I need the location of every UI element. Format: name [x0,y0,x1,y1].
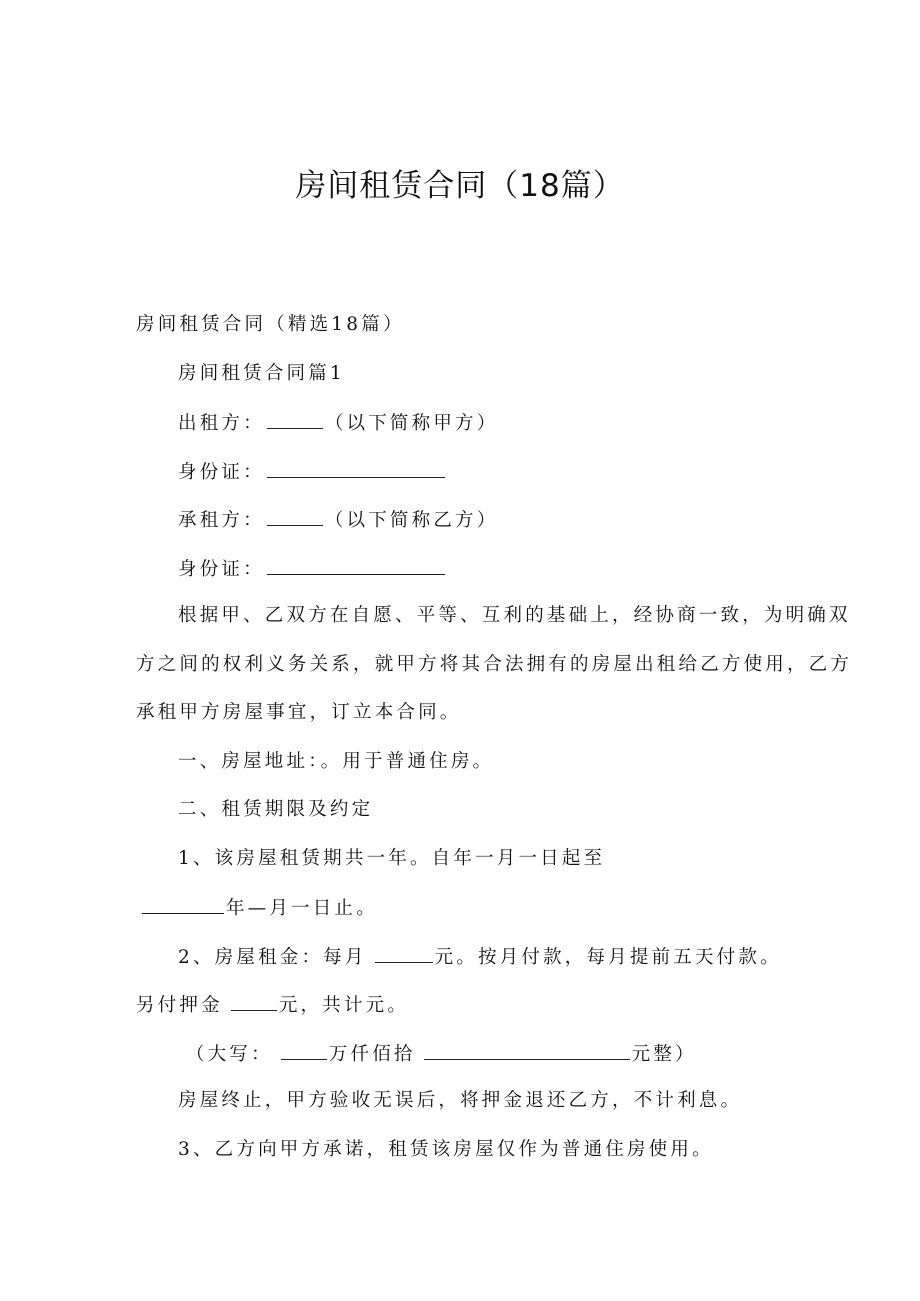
capital-suffix: 元整） [631,1044,697,1065]
deposit-suffix: 元，共计元。 [278,995,410,1016]
rent-amount-blank [375,944,433,963]
term-year-blank [142,895,224,914]
clause-3: 3、乙方向甲方承诺，租赁该房屋仅作为普通住房使用。 [178,1139,714,1160]
lessor-line [178,410,498,436]
capital-prefix: （大写： [186,1044,273,1065]
term-line-2-suffix: 年—月一日止。 [226,898,378,919]
lessor-label: 出租方： [178,413,265,434]
lessee-id-blank [267,556,445,575]
deposit-amount-blank [231,992,277,1011]
lessor-suffix: （以下简称甲方） [324,413,499,434]
clause-2: 二、租赁期限及约定 [178,799,374,820]
intro-line-2: 方之间的权利义务关系，就甲方将其合法拥有的房屋出租给乙方使用，乙方 [136,654,853,675]
term-line-2 [136,895,378,921]
section-heading: 房间租赁合同篇1 [178,363,345,384]
capital-yuan-blank [424,1041,630,1060]
lessee-id-label: 身份证： [178,559,265,580]
capital-line [186,1041,697,1067]
clause-1: 一、房屋地址：。用于普通住房。 [178,751,495,772]
document-subtitle: 房间租赁合同（精选18篇） [136,314,405,335]
lessor-name-blank [267,410,323,429]
rent-line [178,944,782,970]
intro-line-3: 承租甲方房屋事宜，订立本合同。 [136,702,462,723]
rent-prefix: 2、房屋租金：每月 [178,947,367,968]
lessee-id-line [178,556,447,582]
deposit-return-line: 房屋终止，甲方验收无误后，将押金退还乙方，不计利息。 [178,1090,743,1111]
capital-wan-blank [281,1041,327,1060]
lessor-id-blank [267,459,445,478]
lessee-name-blank [267,507,323,526]
lessor-id-label: 身份证： [178,462,265,483]
capital-middle: 万仟佰拾 [328,1044,416,1065]
deposit-line [136,992,409,1018]
rent-suffix: 元。按月付款，每月提前五天付款。 [434,947,782,968]
lessor-id-line [178,459,447,485]
document-title: 房间租赁合同（18篇） [295,168,625,204]
deposit-prefix: 另付押金 [136,995,223,1016]
lessee-line [178,507,498,533]
lessee-label: 承租方： [178,510,265,531]
intro-line-1: 根据甲、乙双方在自愿、平等、互利的基础上，经协商一致，为明确双 [178,605,851,626]
lessee-suffix: （以下简称乙方） [324,510,499,531]
term-line-1: 1、该房屋租赁期共一年。自年一月一日起至 [178,848,606,869]
